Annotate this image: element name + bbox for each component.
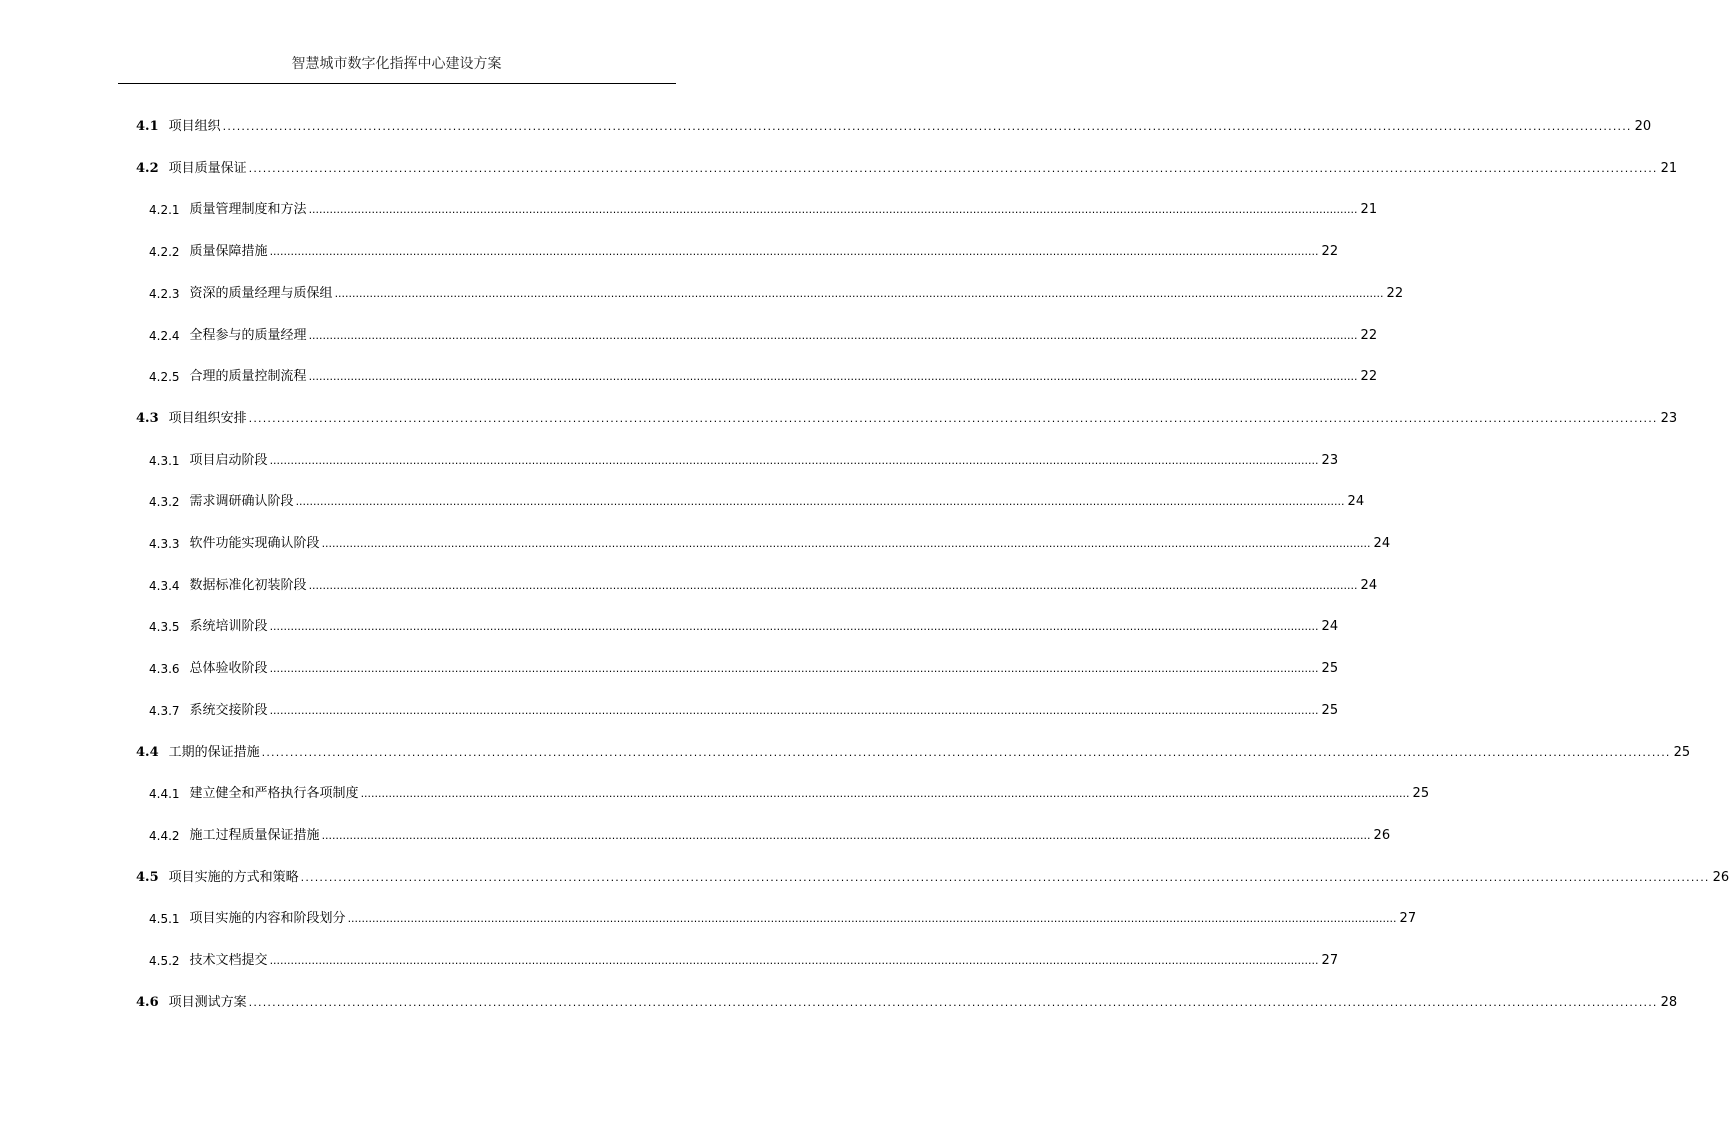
- toc-entry-page: 28: [1660, 995, 1678, 1010]
- toc-entry-page: 20: [1634, 119, 1652, 134]
- toc-entry-title: 项目组织: [168, 119, 221, 134]
- toc-entry-title: 项目实施的方式和策略: [168, 870, 299, 885]
- toc-entry-number: 4.2.1: [149, 203, 180, 217]
- toc-dot-leader: ............................................................................................................................................................................................................................................................................................................: [300, 871, 1710, 884]
- toc-dot-leader: ............................................................................................................................................................................................................................................................................................................: [269, 704, 1319, 717]
- toc-entry[interactable]: [149, 822, 1391, 844]
- toc-entry-page: 22: [1360, 328, 1378, 343]
- toc-entry-page: 21: [1660, 161, 1678, 176]
- toc-entry-page: 24: [1360, 578, 1378, 593]
- toc-entry-page: 23: [1321, 453, 1339, 468]
- toc-entry-title: 项目启动阶段: [189, 453, 268, 468]
- toc-entry[interactable]: [136, 864, 1729, 886]
- toc-entry-page: 22: [1321, 244, 1339, 259]
- toc-entry-title: 建立健全和严格执行各项制度: [189, 786, 359, 801]
- toc-entry[interactable]: [136, 405, 1678, 427]
- toc-dot-leader: ............................................................................................................................................................................................................................................................................................................: [248, 162, 1658, 175]
- toc-dot-leader: ............................................................................................................................................................................................................................................................................................................: [308, 370, 1358, 383]
- toc-entry[interactable]: [149, 447, 1339, 469]
- toc-dot-leader: ............................................................................................................................................................................................................................................................................................................: [308, 329, 1358, 342]
- toc-entry-number: 4.3.4: [149, 579, 180, 593]
- toc-entry[interactable]: [136, 113, 1652, 135]
- toc-dot-leader: ............................................................................................................................................................................................................................................................................................................: [269, 620, 1319, 633]
- toc-entry-page: 24: [1347, 494, 1365, 509]
- toc-entry-number: 4.2.5: [149, 370, 180, 384]
- toc-entry-page: 25: [1412, 786, 1430, 801]
- toc-entry-title: 技术文档提交: [189, 953, 268, 968]
- toc-entry[interactable]: [149, 322, 1378, 344]
- toc-entry[interactable]: [149, 530, 1391, 552]
- toc-dot-leader: ............................................................................................................................................................................................................................................................................................................: [334, 287, 1384, 300]
- running-header: 智慧城市数字化指挥中心建设方案: [291, 56, 502, 72]
- toc-dot-leader: ............................................................................................................................................................................................................................................................................................................: [261, 746, 1671, 759]
- toc-entry-page: 21: [1360, 202, 1378, 217]
- toc-dot-leader: ............................................................................................................................................................................................................................................................................................................: [308, 579, 1358, 592]
- toc-entry-number: 4.3.5: [149, 620, 180, 634]
- toc-entry[interactable]: [149, 780, 1430, 802]
- toc-entry-number: 4.3.7: [149, 704, 180, 718]
- toc-dot-leader: ............................................................................................................................................................................................................................................................................................................: [321, 829, 1371, 842]
- toc-dot-leader: ............................................................................................................................................................................................................................................................................................................: [269, 454, 1319, 467]
- toc-entry[interactable]: [149, 613, 1339, 635]
- toc-entry-title: 质量保障措施: [189, 244, 268, 259]
- toc-entry[interactable]: [136, 155, 1678, 177]
- toc-entry[interactable]: [149, 697, 1339, 719]
- toc-entry[interactable]: [149, 905, 1417, 927]
- toc-entry-page: 25: [1321, 661, 1339, 676]
- toc-entry-number: 4.2.4: [149, 329, 180, 343]
- toc-entry[interactable]: [149, 488, 1365, 510]
- toc-dot-leader: ............................................................................................................................................................................................................................................................................................................: [295, 495, 1345, 508]
- toc-entry-number: 4.5.2: [149, 954, 180, 968]
- toc-entry[interactable]: [149, 947, 1339, 969]
- toc-entry-title: 质量管理制度和方法: [189, 202, 307, 217]
- toc-entry-page: 25: [1673, 745, 1691, 760]
- toc-entry[interactable]: [149, 572, 1378, 594]
- toc-dot-leader: ............................................................................................................................................................................................................................................................................................................: [248, 412, 1658, 425]
- toc-entry[interactable]: [149, 238, 1339, 260]
- toc-entry-number: 4.2.2: [149, 245, 180, 259]
- toc-entry-page: 24: [1373, 536, 1391, 551]
- toc-entry-title: 资深的质量经理与质保组: [189, 286, 333, 301]
- toc-entry-title: 数据标准化初装阶段: [189, 578, 307, 593]
- toc-entry[interactable]: [136, 739, 1691, 761]
- toc-entry-title: 项目实施的内容和阶段划分: [189, 911, 346, 926]
- toc-entry-number: 4.3: [136, 411, 159, 426]
- toc-entry-page: 26: [1373, 828, 1391, 843]
- toc-entry-number: 4.4.2: [149, 829, 180, 843]
- toc-entry-page: 24: [1321, 619, 1339, 634]
- toc-dot-leader: ............................................................................................................................................................................................................................................................................................................: [222, 120, 1632, 133]
- toc-entry-number: 4.4.1: [149, 787, 180, 801]
- toc-entry-page: 27: [1321, 953, 1339, 968]
- toc-dot-leader: ............................................................................................................................................................................................................................................................................................................: [248, 996, 1658, 1009]
- toc-entry-title: 项目组织安排: [168, 411, 247, 426]
- toc-entry-number: 4.3.1: [149, 454, 180, 468]
- toc-entry-number: 4.5: [136, 870, 159, 885]
- toc-entry[interactable]: [149, 655, 1339, 677]
- toc-entry-title: 总体验收阶段: [189, 661, 268, 676]
- toc-entry-number: 4.5.1: [149, 912, 180, 926]
- toc-entry-page: 26: [1712, 870, 1729, 885]
- toc-entry-page: 25: [1321, 703, 1339, 718]
- toc-entry[interactable]: [149, 280, 1404, 302]
- toc-entry[interactable]: [149, 363, 1378, 385]
- toc-entry[interactable]: [136, 989, 1678, 1011]
- toc-entry-number: 4.3.6: [149, 662, 180, 676]
- toc-entry-number: 4.3.2: [149, 495, 180, 509]
- toc-entry-title: 合理的质量控制流程: [189, 369, 307, 384]
- toc-entry-title: 系统交接阶段: [189, 703, 268, 718]
- toc-dot-leader: ............................................................................................................................................................................................................................................................................................................: [308, 203, 1358, 216]
- toc-entry-number: 4.2.3: [149, 287, 180, 301]
- toc-dot-leader: ............................................................................................................................................................................................................................................................................................................: [321, 537, 1371, 550]
- toc-entry-number: 4.4: [136, 745, 159, 760]
- toc-entry-title: 软件功能实现确认阶段: [189, 536, 320, 551]
- toc-entry-number: 4.6: [136, 995, 159, 1010]
- toc-entry-title: 项目质量保证: [168, 161, 247, 176]
- toc-entry-title: 施工过程质量保证措施: [189, 828, 320, 843]
- toc-dot-leader: ............................................................................................................................................................................................................................................................................................................: [347, 912, 1397, 925]
- toc-entry-title: 全程参与的质量经理: [189, 328, 307, 343]
- toc-dot-leader: ............................................................................................................................................................................................................................................................................................................: [269, 662, 1319, 675]
- toc-dot-leader: ............................................................................................................................................................................................................................................................................................................: [269, 954, 1319, 967]
- toc-dot-leader: ............................................................................................................................................................................................................................................................................................................: [360, 787, 1410, 800]
- toc-entry[interactable]: [149, 196, 1378, 218]
- toc-entry-page: 23: [1660, 411, 1678, 426]
- toc-entry-title: 系统培训阶段: [189, 619, 268, 634]
- toc-entry-page: 27: [1399, 911, 1417, 926]
- toc-entry-page: 22: [1360, 369, 1378, 384]
- toc-entry-title: 项目测试方案: [168, 995, 247, 1010]
- toc-dot-leader: ............................................................................................................................................................................................................................................................................................................: [269, 245, 1319, 258]
- toc-entry-number: 4.1: [136, 119, 159, 134]
- toc-entry-page: 22: [1386, 286, 1404, 301]
- toc-entry-number: 4.2: [136, 161, 159, 176]
- toc-entry-number: 4.3.3: [149, 537, 180, 551]
- toc-entry-title: 工期的保证措施: [168, 745, 260, 760]
- toc-entry-title: 需求调研确认阶段: [189, 494, 294, 509]
